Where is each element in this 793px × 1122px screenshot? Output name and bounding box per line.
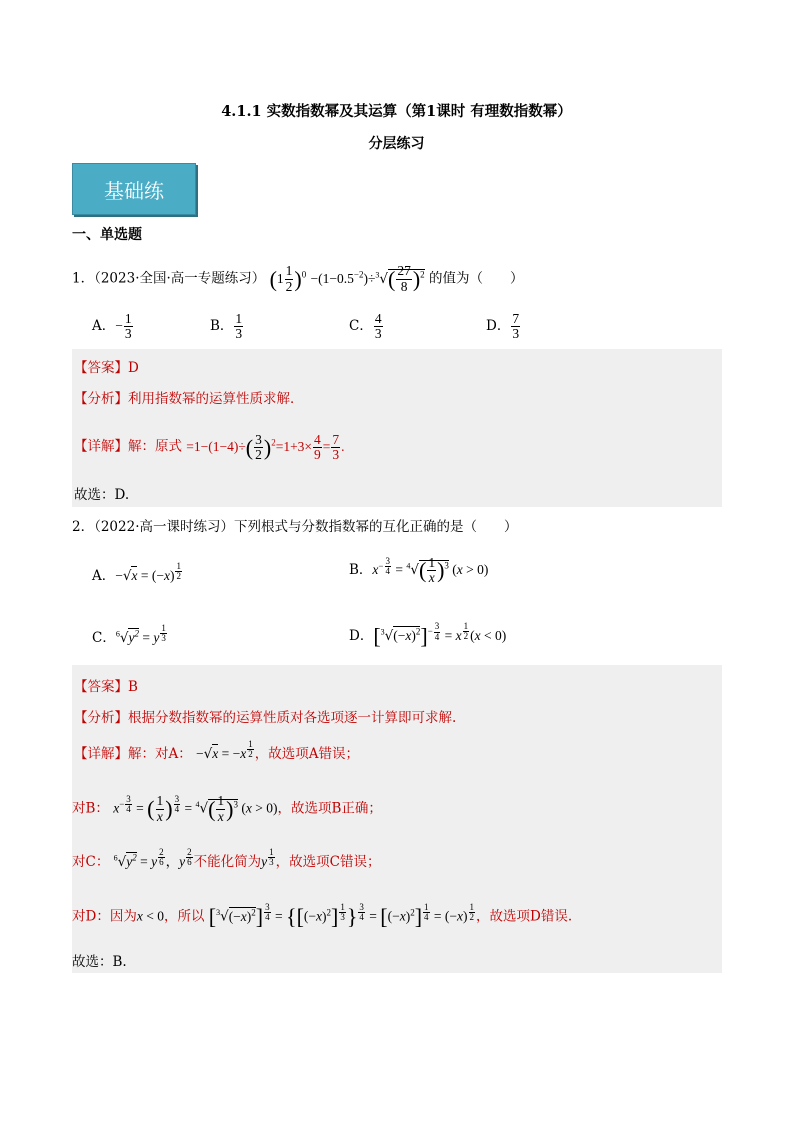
detail-label: 【详解】	[74, 745, 128, 762]
analysis-line	[74, 387, 304, 407]
question-2	[72, 515, 518, 535]
option-a[interactable]: A．− $\frac{1}{3}$	[92, 311, 132, 342]
section-heading: 一、单选题	[72, 227, 142, 243]
question-source: （2022·高一课时练习）	[94, 519, 234, 535]
analysis-line	[74, 706, 456, 726]
answer-value: B	[128, 679, 138, 695]
section-badge: 基础练	[72, 163, 196, 215]
detail-math: =1−(1−4)÷( $\frac{3}{2}$ )$^2$=1+3× $\frac{4}{9}$ = $\frac{7}{3}$ .	[186, 431, 345, 462]
detail-line	[74, 422, 345, 467]
option-d[interactable]: D． $\frac{7}{3}$	[486, 311, 520, 342]
analysis-text: 利用指数幂的运算性质求解．	[128, 391, 304, 407]
answer-line	[74, 675, 138, 695]
analysis-label: 【分析】	[74, 391, 128, 407]
question-stem: 下列根式与分数指数幂的互化正确的是（ ）	[234, 519, 518, 535]
option-b[interactable]: B． $\frac{1}{3}$	[210, 311, 243, 342]
detail-line-d: 对D：因为x < 0，所以 $[^3√(-x)^2]$ $^{\frac{3}{4}}$ = {$[(-x)^2]$ $^{\frac{1}{3}}$ } $^{\frac{3}{4}}$ = $[(-x)^2]$ $^{\frac{1}{4}}$ = (−x) $^{\frac{1}{2}}$ ，故选项D错误.	[72, 901, 573, 929]
analysis-label: 【分析】	[74, 710, 128, 726]
math-expression: (1 $\frac{1}{2}$ )$^0 -(1-0.5^{-2})\div^3√$( $\frac{27}{8}$ )$^2$	[269, 263, 425, 294]
answer-label: 【答案】	[74, 679, 128, 695]
option-d[interactable]: D．$[^3√(-x)^2]^{- \frac{3}{4}}$ = x $^{\frac{1}{2}}$ (x < 0)	[349, 621, 507, 649]
detail-label: 【详解】	[74, 438, 128, 455]
detail-line-c: 对C： $^6√y^2 = y$ $^{\frac{2}{6}}$ ，y $^{\frac{2}{6}}$ 不能化简为y $^{\frac{1}{3}}$ ，故选项C错误；	[72, 847, 381, 870]
option-b[interactable]: B．$x^{- \frac{3}{4}}$ = $^4$√( $\frac{1}{x}$ )$^3$ (x > 0)	[349, 555, 489, 586]
question-1	[72, 254, 523, 299]
analysis-text: 根据分数指数幂的运算性质对各选项逐一计算即可求解.	[128, 710, 457, 726]
question-number: 1．	[72, 270, 95, 287]
page-title: 4.1.1 实数指数幂及其运算（第1课时 有理数指数幂）	[221, 103, 572, 120]
option-a[interactable]: A．−√x = (−x) $^{\frac{1}{2}}$	[92, 561, 181, 584]
conclusion-line: 故选：D.	[74, 487, 130, 503]
option-c[interactable]: C．$^6√y^2 = y$ $^{\frac{1}{3}}$	[92, 623, 166, 646]
question-source: （2023·全国·高一专题练习）	[94, 270, 266, 287]
detail-line-a: 【详解】解：对A： −√x = −x $^{\frac{1}{2}}$ ，故选项A错误；	[74, 739, 360, 762]
option-c[interactable]: C． $\frac{4}{3}$	[349, 311, 382, 342]
answer-line	[74, 356, 139, 376]
answer-value: D	[128, 360, 139, 376]
page-subtitle: 分层练习	[368, 136, 425, 152]
question-tail: 的值为（ ）	[428, 270, 524, 287]
answer-label: 【答案】	[74, 360, 128, 376]
question-number: 2．	[72, 519, 95, 535]
detail-line-b: 对B： $x^{- \frac{3}{4}}$ = ( $\frac{1}{x}$ ) $^{\frac{3}{4}}$ = $^4$√( $\frac{1}{x}$ )$^3$ (x > 0)，故选项B正确；	[72, 793, 382, 824]
detail-prefix: 解：原式	[128, 438, 182, 455]
conclusion-line: 故选：B.	[72, 954, 127, 970]
